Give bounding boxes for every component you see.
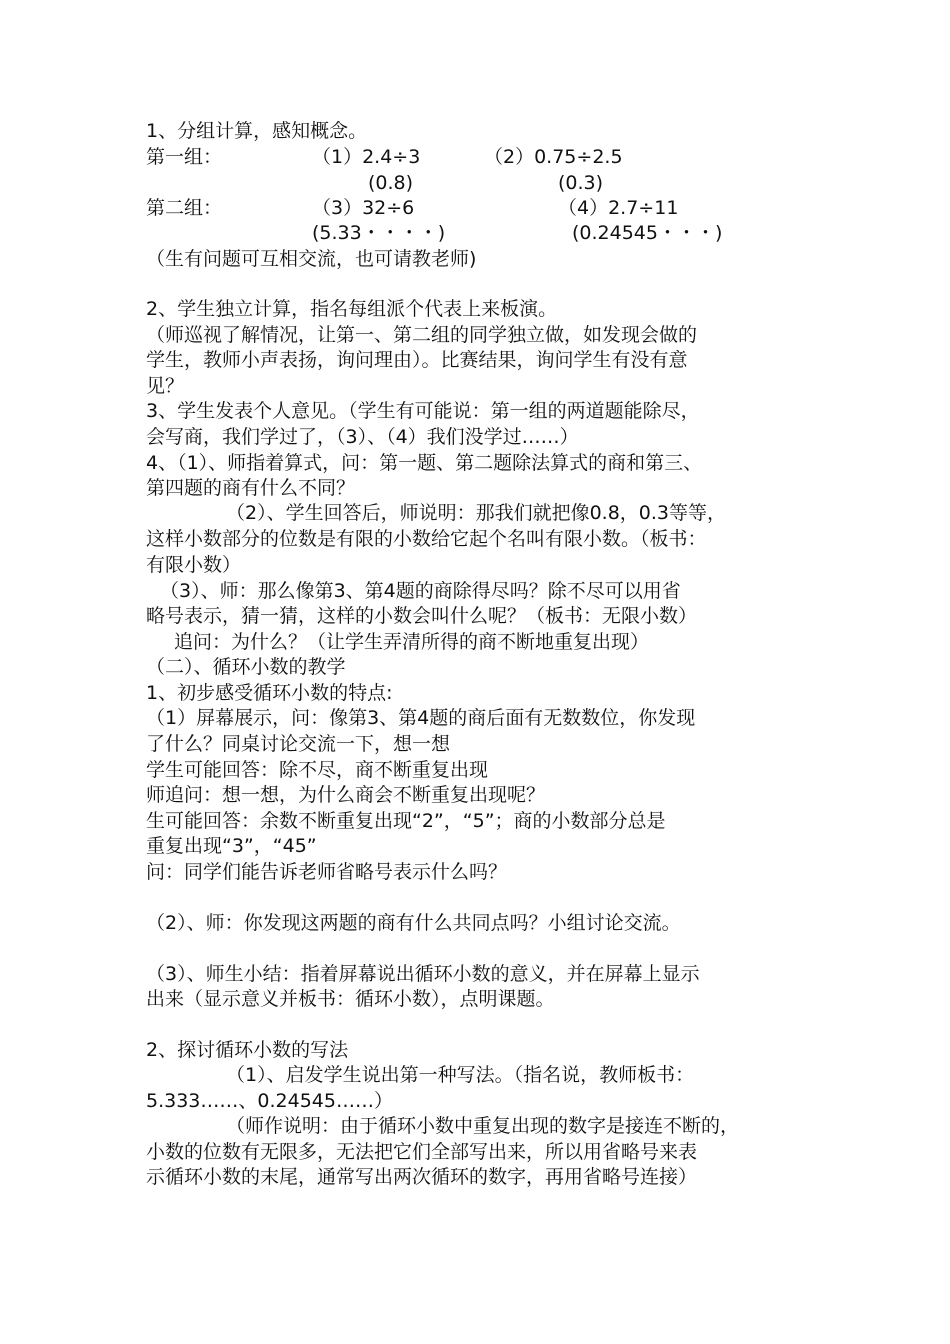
paragraph-line: 了什么？同桌讨论交流一下，想一想 [146, 733, 451, 755]
group-label: 第二组： [146, 197, 223, 219]
paragraph-line: 这样小数部分的位数是有限的小数给它起个名叫有限小数。（板书： [146, 528, 707, 550]
paragraph-line: 追问：为什么？（让学生弄清所得的商不断地重复出现） [174, 631, 650, 653]
paragraph-line: 小数的位数有无限多，无法把它们全部写出来，所以用省略号来表 [146, 1141, 698, 1163]
paragraph-line: （3）、师生小结：指着屏幕说出循环小数的意义，并在屏幕上显示 [146, 963, 700, 985]
section-heading: （二）、循环小数的教学 [146, 656, 346, 678]
paragraph-line: 示循环小数的末尾，通常写出两次循环的数字，再用省略号连接） [146, 1166, 698, 1188]
paragraph-line: （1）、启发学生说出第一种写法。（指名说，教师板书： [226, 1064, 695, 1086]
section-heading: 2、探讨循环小数的写法 [146, 1039, 349, 1061]
problem-expression: （1）2.4÷3 [312, 146, 421, 168]
paragraph-line: 问：同学们能告诉老师省略号表示什么吗？ [146, 861, 508, 883]
section-heading: 1、分组计算，感知概念。 [146, 120, 368, 142]
paragraph-line: （师作说明：由于循环小数中重复出现的数字是接连不断的， [226, 1115, 740, 1137]
group-label: 第一组： [146, 146, 223, 168]
paragraph-line: （师巡视了解情况，让第一、第二组的同学独立做，如发现会做的 [146, 324, 698, 346]
problem-answer: (0.3) [558, 172, 604, 194]
paragraph-line: （1）屏幕展示，问：像第3、第4题的商后面有无数数位，你发现 [146, 707, 696, 729]
paragraph-line: （生有问题可互相交流，也可请教老师) [146, 248, 477, 270]
paragraph-line: 4、（1）、师指着算式，问：第一题、第二题除法算式的商和第三、 [146, 452, 703, 474]
paragraph-line: 出来（显示意义并板书：循环小数），点明课题。 [146, 988, 555, 1010]
problem-answer: (5.33・・・・) [312, 222, 446, 244]
paragraph-line: （3）、师：那么像第3、第4题的商除得尽吗？除不尽可以用省 [160, 580, 681, 602]
problem-expression: （3）32÷6 [312, 197, 415, 219]
paragraph-line: 见？ [146, 375, 185, 397]
paragraph-line: （2）、学生回答后，师说明：那我们就把像0.8，0.3等等， [226, 502, 727, 524]
problem-expression: （4）2.7÷11 [558, 197, 679, 219]
paragraph-line: 2、学生独立计算，指名每组派个代表上来板演。 [146, 298, 558, 320]
paragraph-line: 学生可能回答：除不尽，商不断重复出现 [146, 759, 489, 781]
problem-expression: （2）0.75÷2.5 [484, 146, 623, 168]
section-heading: 1、初步感受循环小数的特点: [146, 682, 393, 704]
paragraph-line: 5.333……、0.24545……） [146, 1090, 393, 1112]
paragraph-line: 会写商，我们学过了，（3）、（4）我们没学过……） [146, 426, 579, 448]
paragraph-line: 有限小数） [146, 554, 242, 576]
paragraph-line: 第四题的商有什么不同？ [146, 477, 356, 499]
problem-answer: (0.8) [368, 172, 414, 194]
paragraph-line: 3、学生发表个人意见。（学生有可能说：第一组的两道题能除尽， [146, 400, 700, 422]
paragraph-line: （2）、师：你发现这两题的商有什么共同点吗？小组讨论交流。 [146, 912, 681, 934]
paragraph-line: 重复出现“3”，“45” [146, 835, 317, 857]
paragraph-line: 学生，教师小声表扬，询问理由）。比赛结果，询问学生有没有意 [146, 349, 688, 371]
paragraph-line: 生可能回答：余数不断重复出现“2”，“5”；商的小数部分总是 [146, 810, 666, 832]
paragraph-line: 略号表示，猜一猜，这样的小数会叫什么呢？（板书：无限小数） [146, 605, 698, 627]
problem-answer: (0.24545・・・) [572, 222, 723, 244]
paragraph-line: 师追问：想一想，为什么商会不断重复出现呢？ [146, 784, 546, 806]
